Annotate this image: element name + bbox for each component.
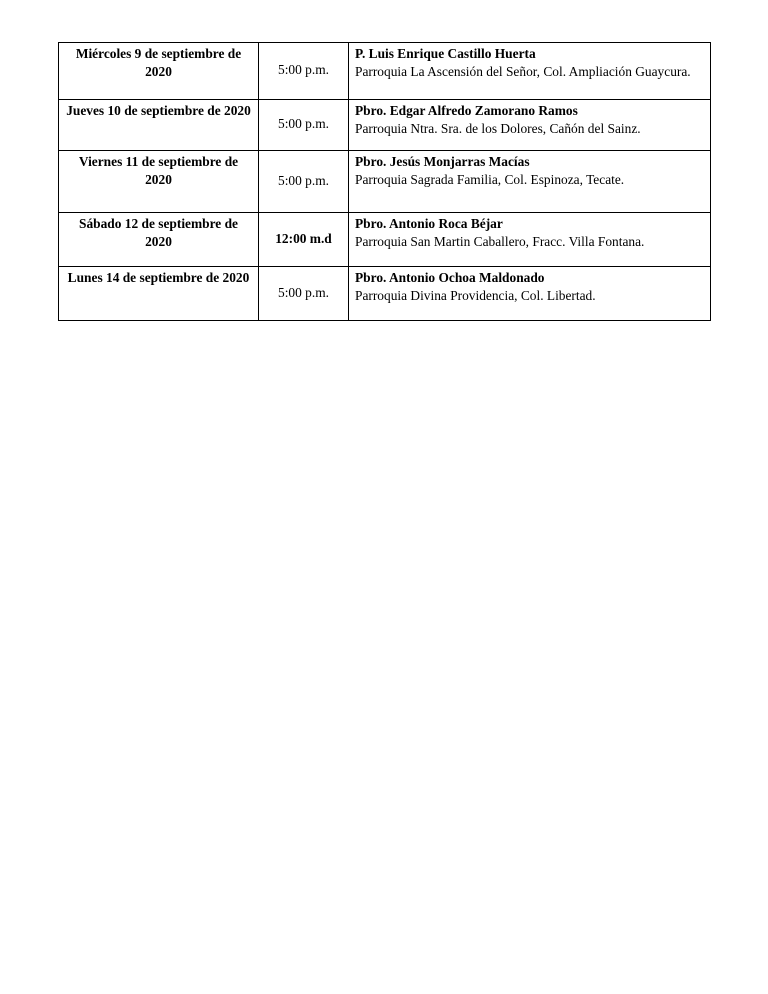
info-cell [349,100,711,151]
info-cell [349,43,711,100]
priest-name: Pbro. Antonio Ochoa Maldonado [355,270,545,285]
parish-name: Parroquia Ntra. Sra. de los Dolores, Cañón del Sainz. [355,120,641,136]
date-cell: Lunes 14 de septiembre de 2020 [59,267,259,321]
parish-name: Parroquia La Ascensión del Señor, Col. Ampliación Guaycura. [355,63,691,79]
date-cell: Sábado 12 de septiembre de 2020 [59,213,259,267]
table-row [59,100,711,151]
info-cell [349,267,711,321]
priest-name: P. Luis Enrique Castillo Huerta [355,46,536,61]
date-cell: Jueves 10 de septiembre de 2020 [59,100,259,151]
date-cell: Miércoles 9 de septiembre de 2020 [59,43,259,100]
time-cell: 5:00 p.m. [259,151,349,213]
date-cell: Viernes 11 de septiembre de 2020 [59,151,259,213]
parish-name: Parroquia San Martin Caballero, Fracc. Villa Fontana. [355,233,645,249]
table-row [59,213,711,267]
priest-name: Pbro. Edgar Alfredo Zamorano Ramos [355,103,578,118]
table-row [59,151,711,213]
parish-name: Parroquia Divina Providencia, Col. Libertad. [355,287,596,303]
table-row [59,43,711,100]
info-cell [349,151,711,213]
time-cell: 5:00 p.m. [259,267,349,321]
priest-name: Pbro. Jesús Monjarras Macías [355,154,530,169]
parish-name: Parroquia Sagrada Familia, Col. Espinoza, Tecate. [355,171,625,187]
table-row [59,267,711,321]
schedule-table [58,42,711,321]
time-cell: 5:00 p.m. [259,43,349,100]
time-cell: 12:00 m.d [259,213,349,267]
priest-name: Pbro. Antonio Roca Béjar [355,216,503,231]
time-cell: 5:00 p.m. [259,100,349,151]
info-cell [349,213,711,267]
